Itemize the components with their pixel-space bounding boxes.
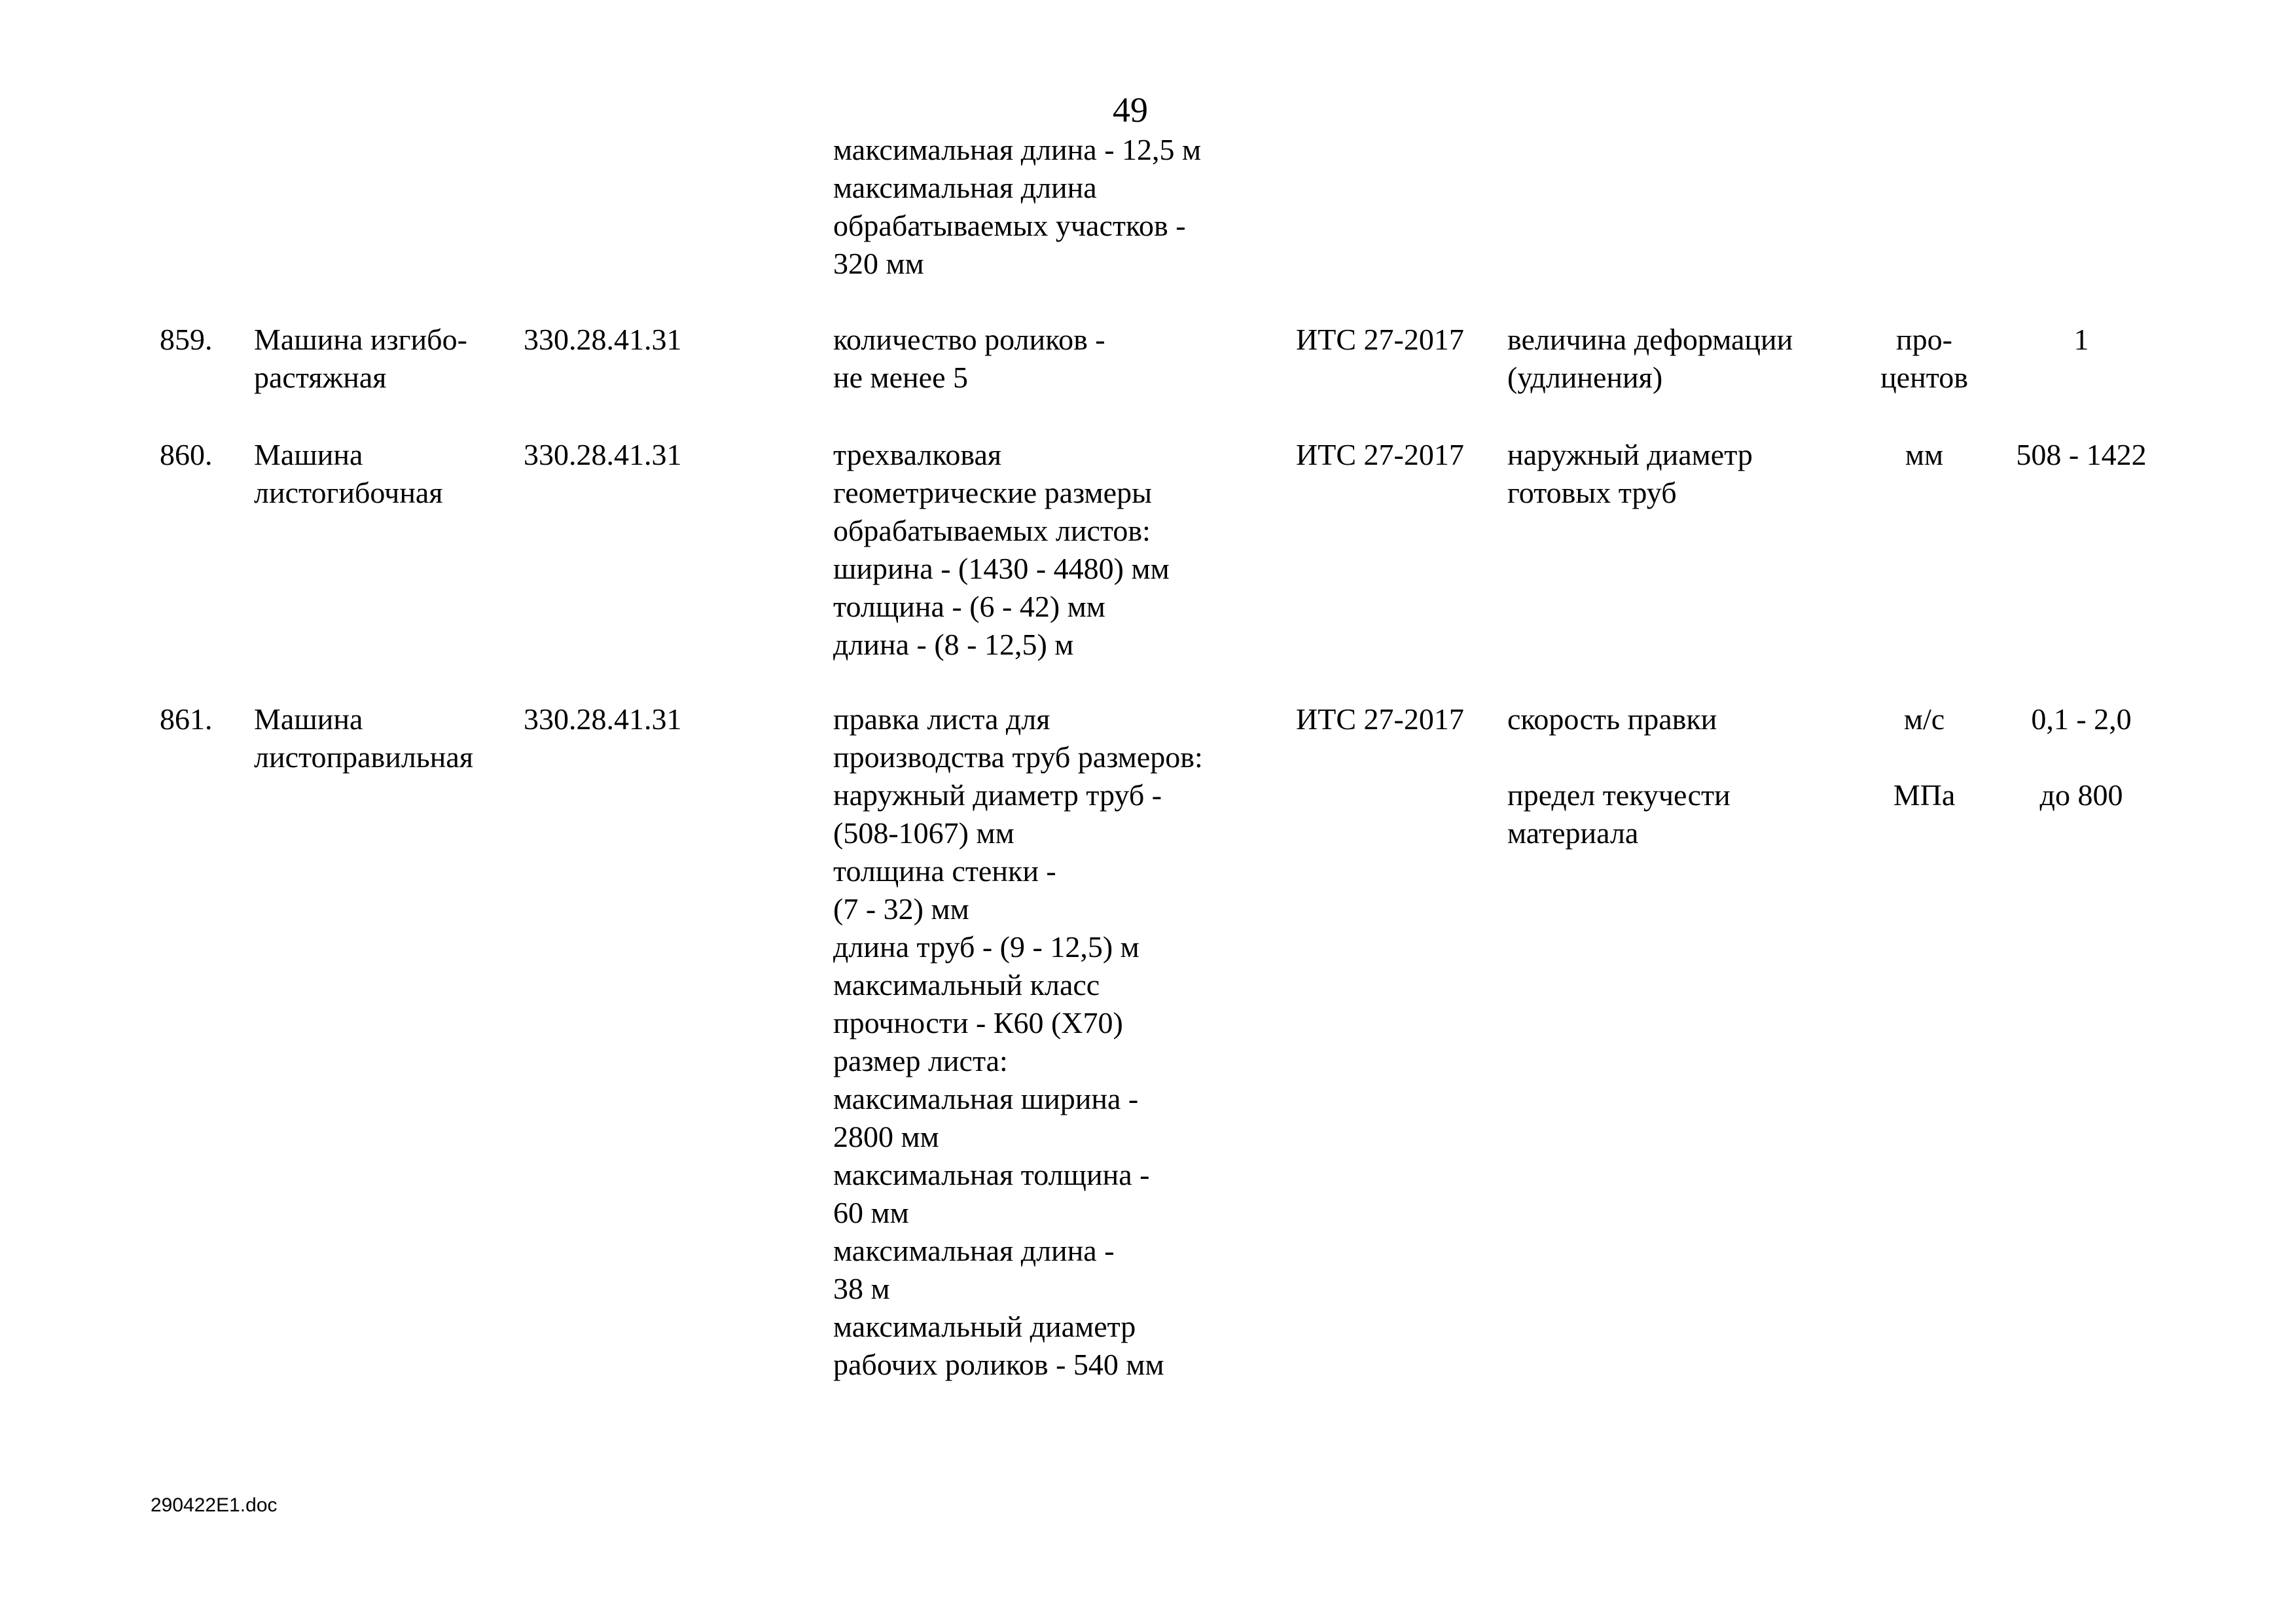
equipment-name: Машина изгибо- растяжная [254, 323, 467, 394]
indicator-unit: про- центов [1880, 323, 1968, 394]
technical-parameters: трехвалковая геометрические размеры обрабатываемых листов: ширина - (1430 - 4480) мм толщина - (6 - 42) мм длина - (8 - 12,5) м [833, 438, 1170, 661]
its-reference: ИТС 27-2017 [1296, 323, 1464, 356]
equipment-name: Машина листогибочная [254, 438, 443, 509]
its-reference: ИТС 27-2017 [1296, 702, 1464, 736]
continued-parameters: максимальная длина - 12,5 м максимальная длина обрабатываемых участков - 320 мм [833, 133, 1202, 280]
row-number: 860. [160, 438, 213, 471]
indicator-unit: мм [1905, 438, 1944, 471]
okpd-code: 330.28.41.31 [524, 323, 682, 356]
indicator-name: наружный диаметр готовых труб [1507, 438, 1753, 509]
indicator-unit: МПа [1893, 778, 1956, 812]
okpd-code: 330.28.41.31 [524, 438, 682, 471]
indicator-value: 508 - 1422 [2016, 438, 2147, 471]
indicator-name: предел текучести материала [1507, 778, 1731, 850]
indicator-unit: м/с [1903, 702, 1945, 736]
technical-parameters: правка листа для производства труб размеров: наружный диаметр труб - (508-1067) мм толщина стенки - (7 - 32) мм длина труб - (9 - 12,5) м максимальный класс прочности - К60 (Х70) размер листа: максимальная ширина - 2800 мм максимальная толщина - 60 мм максимальная длина - 38 м максимальный диаметр рабочих роликов - 540 мм [833, 702, 1203, 1381]
indicator-name: величина деформации (удлинения) [1507, 323, 1793, 394]
page-number: 49 [1113, 90, 1148, 130]
equipment-name: Машина листоправильная [254, 702, 473, 774]
file-name-footer: 290422E1.doc [151, 1494, 278, 1516]
row-number: 859. [160, 323, 213, 356]
indicator-value: до 800 [2039, 778, 2123, 812]
okpd-code: 330.28.41.31 [524, 702, 682, 736]
indicator-value: 0,1 - 2,0 [2031, 702, 2132, 736]
technical-parameters: количество роликов - не менее 5 [833, 323, 1105, 394]
indicator-name: скорость правки [1507, 702, 1717, 736]
indicator-value: 1 [2073, 323, 2089, 356]
row-number: 861. [160, 702, 213, 736]
its-reference: ИТС 27-2017 [1296, 438, 1464, 471]
